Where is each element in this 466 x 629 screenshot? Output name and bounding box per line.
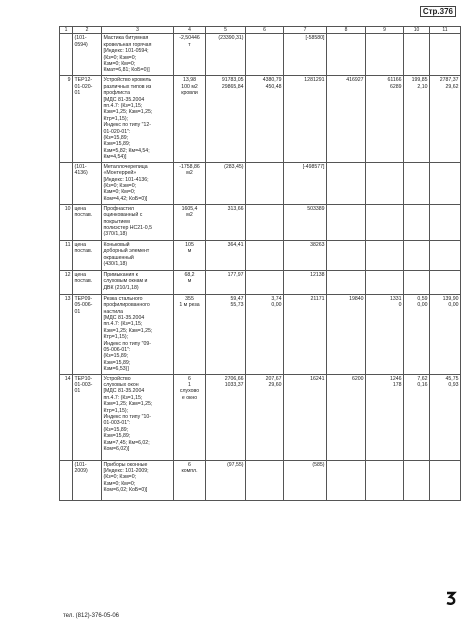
table-row [60, 34, 461, 76]
cell-c7: [-498577] [284, 162, 327, 204]
cell-c6 [246, 34, 284, 76]
cell-c9: 1246 178 [366, 374, 404, 460]
cell-c10: 199,85 2,10 [404, 76, 430, 162]
cell-c9 [366, 34, 404, 76]
cell-code: ТЕР10- 01-003- 01 [73, 374, 102, 460]
cell-c10 [404, 34, 430, 76]
cell-c7: 503389 [284, 204, 327, 240]
cell-qty: -2,50446 т [174, 34, 206, 76]
cell-c8 [327, 204, 366, 240]
cell-c5: 59,47 55,73 [206, 294, 246, 374]
cell-qty: 1605,4 м2 [174, 204, 206, 240]
cell-c7: 12138 [284, 270, 327, 294]
table-row [60, 204, 461, 240]
cell-num [60, 460, 73, 500]
cell-c8 [327, 240, 366, 270]
cell-code: (101- 2009) [73, 460, 102, 500]
cell-qty: 355 1 м реза [174, 294, 206, 374]
col-header: 7 [284, 27, 327, 34]
column-numbers-row [60, 27, 461, 34]
cell-c10 [404, 270, 430, 294]
table-row [60, 240, 461, 270]
cell-c5: 313,66 [206, 204, 246, 240]
cell-c6 [246, 460, 284, 500]
cell-c8: 416927 [327, 76, 366, 162]
cell-code: цена постав. [73, 270, 102, 294]
cell-num: 13 [60, 294, 73, 374]
cell-c5: 2706,66 1033,37 [206, 374, 246, 460]
cell-c7: [-58580] [284, 34, 327, 76]
cell-c8 [327, 460, 366, 500]
cell-code: цена постав. [73, 240, 102, 270]
cell-code: (101- 0594) [73, 34, 102, 76]
cell-desc: Мастика битумная кровельная горячая [Индекс: 101-0594; (Кз=0; Кэм=0; Кзм=0; Км=0; Кмат=6,81; КоБ=0)] [102, 34, 174, 76]
cell-desc: Устройство кровель различных типов из профлиста [МДС 81-35.2004 пп.4.7: (Кз=1,15; Кэм=1,25; Кзм=1,25; Ктр=1,15); Индекс по типу "12- 01-020-01": (Кз=15,89; Кэм=15,89; Кзм=5,82; Км=4,54; Км=4,54)] [102, 76, 174, 162]
col-header: 11 [430, 27, 461, 34]
cell-c9: 61166 6289 [366, 76, 404, 162]
cell-c8 [327, 34, 366, 76]
page-number: Стр.376 [420, 7, 456, 16]
cell-c10 [404, 162, 430, 204]
cell-c8: 19840 [327, 294, 366, 374]
cell-c7: 16241 [284, 374, 327, 460]
cell-qty: 68,2 м [174, 270, 206, 294]
cell-num [60, 34, 73, 76]
cell-c8 [327, 162, 366, 204]
cell-c11 [430, 162, 461, 204]
col-header: 10 [404, 27, 430, 34]
cell-desc: Приборы оконные [Индекс: 101-2009; (Кз=0; Кэм=0; Кзм=0; Км=0; Ком=6,02; КоБ=0)] [102, 460, 174, 500]
cell-c9 [366, 240, 404, 270]
table-row [60, 374, 461, 460]
cell-qty: 6 компл. [174, 460, 206, 500]
cell-c11 [430, 460, 461, 500]
cell-c11 [430, 34, 461, 76]
cell-c5: 177,97 [206, 270, 246, 294]
col-header: 6 [246, 27, 284, 34]
table-row [60, 294, 461, 374]
cell-num: 14 [60, 374, 73, 460]
cell-c6: 4380,79 450,48 [246, 76, 284, 162]
cell-c11: 45,75 0,93 [430, 374, 461, 460]
cell-code: цена постав. [73, 204, 102, 240]
cell-qty: 6 1 слухово е окно [174, 374, 206, 460]
col-header: 4 [174, 27, 206, 34]
cell-c11 [430, 204, 461, 240]
corner-mark-icon [445, 591, 457, 605]
cell-c10 [404, 460, 430, 500]
cell-code: ТЕР09- 05-006- 01 [73, 294, 102, 374]
cell-c5: (23390,31) [206, 34, 246, 76]
table-row [60, 76, 461, 162]
cell-c6: 207,67 29,60 [246, 374, 284, 460]
cell-c9 [366, 460, 404, 500]
cell-c10 [404, 240, 430, 270]
cell-qty: -1758,86 м2 [174, 162, 206, 204]
cell-c5: (283,45) [206, 162, 246, 204]
cell-c9 [366, 204, 404, 240]
cell-num: 12 [60, 270, 73, 294]
cell-desc: Профнастил оцинкованный с покрытием полиэстер НС21-0,5 (370/1,18) [102, 204, 174, 240]
cell-c9 [366, 162, 404, 204]
cell-num: 11 [60, 240, 73, 270]
cell-c6 [246, 240, 284, 270]
table-row [60, 270, 461, 294]
cell-c6: 3,74 0,00 [246, 294, 284, 374]
cell-num: 9 [60, 76, 73, 162]
cell-c9 [366, 270, 404, 294]
cell-c11: 139,90 0,00 [430, 294, 461, 374]
cell-desc: Резка стального профилированного настила [МДС 81-35.2004 пп.4.7: (Кз=1,15; Кэм=1,25; Кзм=1,25; Ктр=1,15); Индекс по типу "09- 05-006-01": (Кз=15,89; Кэм=15,89; Кзм=6,53)] [102, 294, 174, 374]
cell-c7: 1281291 [284, 76, 327, 162]
footer-phone: тел. (812)-376-05-06 [63, 613, 120, 619]
cell-c7: (585) [284, 460, 327, 500]
col-header: 1 [60, 27, 73, 34]
cell-qty: 105 м [174, 240, 206, 270]
col-header: 3 [102, 27, 174, 34]
cell-desc: Устройство слуховых окон [МДС 81-35.2004 пп.4.7: (Кз=1,15; Кэм=1,25; Кзм=1,25; Ктр=1,15); Индекс по типу "10- 01-003-01": (Кз=15,89; Кэм=15,89; Кзм=7,45; Км=6,02; Ком=6,02)] [102, 374, 174, 460]
cell-c11 [430, 240, 461, 270]
estimate-table [59, 26, 461, 501]
cell-c5: (97,55) [206, 460, 246, 500]
cell-c8 [327, 270, 366, 294]
cell-desc: Примыкания к слуховым окнам и ДВК (210/1,18) [102, 270, 174, 294]
cell-c10 [404, 204, 430, 240]
cell-c7: 38263 [284, 240, 327, 270]
cell-code: (101- 4136) [73, 162, 102, 204]
cell-c5: 91783,05 29865,84 [206, 76, 246, 162]
cell-num: 10 [60, 204, 73, 240]
col-header: 9 [366, 27, 404, 34]
cell-c11: 2787,37 29,62 [430, 76, 461, 162]
table-row [60, 162, 461, 204]
cell-c10: 0,59 0,00 [404, 294, 430, 374]
cell-desc: Металлочерепица «Монтеррей» [Индекс: 101-4136; (Кз=0; Кэм=0; Кзм=0; Км=0; Ком=4,42; КоБ=0)] [102, 162, 174, 204]
cell-c10: 7,62 0,16 [404, 374, 430, 460]
col-header: 2 [73, 27, 102, 34]
cell-c6 [246, 162, 284, 204]
cell-c8: 6200 [327, 374, 366, 460]
cell-c7: 21171 [284, 294, 327, 374]
col-header: 5 [206, 27, 246, 34]
cell-num [60, 162, 73, 204]
cell-c6 [246, 204, 284, 240]
cell-c11 [430, 270, 461, 294]
cell-c5: 364,41 [206, 240, 246, 270]
col-header: 8 [327, 27, 366, 34]
cell-code: ТЕР12- 01-020- 01 [73, 76, 102, 162]
cell-c6 [246, 270, 284, 294]
cell-desc: Коньковый доборный элемент окрашенный (430/1,18) [102, 240, 174, 270]
cell-c9: 1331 0 [366, 294, 404, 374]
table-row [60, 460, 461, 500]
cell-qty: 13,98 100 м2 кровли [174, 76, 206, 162]
